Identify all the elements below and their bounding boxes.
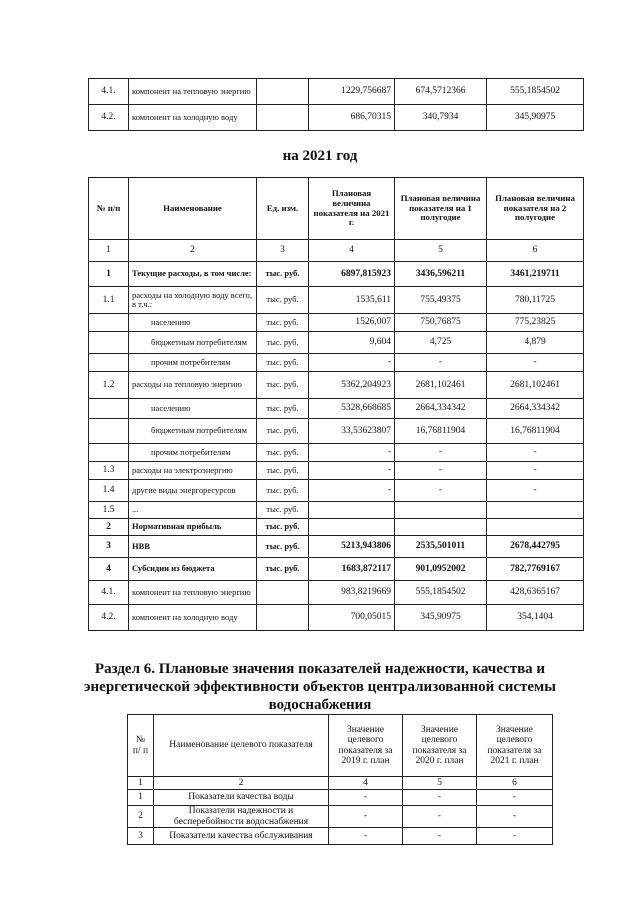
row-value-h2: 2664,334342 — [487, 399, 584, 419]
row-name: компонент на холодную воду — [129, 605, 257, 631]
row-num: 4.1. — [89, 79, 129, 105]
row-name: компонент на тепловую энергию — [129, 581, 257, 605]
row-num: 4.2. — [89, 105, 129, 131]
row-num: 1.4 — [89, 480, 129, 502]
row-unit: тыс. руб. — [257, 314, 309, 332]
row-value-1: 1229,756687 — [309, 79, 395, 105]
table-row — [89, 605, 584, 631]
row-num — [89, 399, 129, 419]
row-value-h1: 345,90975 — [395, 605, 487, 631]
table-row — [89, 536, 584, 558]
row-num: 1.3 — [89, 462, 129, 480]
s6-header-2021: Значение целевого показателя за 2021 г. план — [477, 715, 553, 777]
row-value-year: 1526,007 — [309, 314, 395, 332]
row-value-2: 674,5712366 — [395, 79, 487, 105]
row-value-year: - — [309, 354, 395, 372]
row-value-2020: - — [403, 806, 477, 828]
header-name: Наименование — [129, 178, 257, 240]
row-value-h2: 354,1404 — [487, 605, 584, 631]
table-row — [128, 806, 553, 828]
index-cell: 6 — [487, 240, 584, 262]
row-value-h1: - — [395, 444, 487, 462]
row-num: 4 — [89, 558, 129, 581]
table-row — [89, 79, 584, 105]
row-num: 1.5 — [89, 502, 129, 519]
row-name: Нормативная прибыль — [129, 519, 257, 536]
row-value-h1: 2535,501011 — [395, 536, 487, 558]
row-num: 1.1 — [89, 287, 129, 314]
row-name: компонент на холодную воду — [129, 105, 257, 131]
row-value-2019: - — [329, 790, 403, 806]
index-cell: 2 — [129, 240, 257, 262]
row-num: 3 — [128, 828, 154, 845]
row-name: Субсидии из бюджета — [129, 558, 257, 581]
row-value-h2: 2681,102461 — [487, 372, 584, 399]
row-value-year: 5362,204923 — [309, 372, 395, 399]
row-unit: тыс. руб. — [257, 558, 309, 581]
row-num: 1 — [128, 790, 154, 806]
table-row — [89, 519, 584, 536]
table-row — [89, 502, 584, 519]
row-value-h1: 2664,334342 — [395, 399, 487, 419]
table-row — [89, 332, 584, 354]
row-value-2019: - — [329, 828, 403, 845]
row-name: Показатели качества обслуживания — [154, 828, 329, 845]
index-cell: 1 — [89, 240, 129, 262]
index-cell: 1 — [128, 777, 154, 790]
row-value-2021: - — [477, 806, 553, 828]
row-value-h2: 428,6365167 — [487, 581, 584, 605]
row-value-year: 1535,611 — [309, 287, 395, 314]
row-num: 3 — [89, 536, 129, 558]
row-value-2021: - — [477, 790, 553, 806]
row-unit: тыс. руб. — [257, 536, 309, 558]
index-cell: 2 — [154, 777, 329, 790]
row-value-year: 1683,872117 — [309, 558, 395, 581]
s6-header-2020: Значение целевого показателя за 2020 г. план — [403, 715, 477, 777]
row-value-3: 555,1854502 — [487, 79, 584, 105]
row-value-2019: - — [329, 806, 403, 828]
row-value-year — [309, 502, 395, 519]
section-6-table — [127, 714, 553, 845]
row-num: 2 — [89, 519, 129, 536]
row-value-h2: - — [487, 354, 584, 372]
table-row — [89, 399, 584, 419]
row-unit: тыс. руб. — [257, 480, 309, 502]
row-value-year: - — [309, 462, 395, 480]
row-value-h1 — [395, 502, 487, 519]
index-cell: 4 — [329, 777, 403, 790]
row-num — [89, 314, 129, 332]
row-num — [89, 332, 129, 354]
row-value-h2: 16,76811904 — [487, 419, 584, 444]
row-name: населению — [129, 314, 257, 332]
table-row — [89, 372, 584, 399]
row-value-h1: - — [395, 462, 487, 480]
table-row — [128, 828, 553, 845]
section-6-title: Раздел 6. Плановые значения показателей надежности, качества и энергетической эффективности объектов централизованной системы водоснабжения — [84, 661, 556, 713]
table-row — [89, 354, 584, 372]
table-row — [89, 314, 584, 332]
row-num: 2 — [128, 806, 154, 828]
row-name: ... — [129, 502, 257, 519]
row-value-year: 5328,668685 — [309, 399, 395, 419]
row-value-h2: - — [487, 462, 584, 480]
row-value-year: - — [309, 480, 395, 502]
table-row — [89, 419, 584, 444]
row-unit: тыс. руб. — [257, 502, 309, 519]
header-unit: Ед. изм. — [257, 178, 309, 240]
row-unit — [257, 605, 309, 631]
row-value-h1: 3436,596211 — [395, 262, 487, 287]
row-unit — [257, 105, 309, 131]
row-num — [89, 354, 129, 372]
row-num: 1 — [89, 262, 129, 287]
row-value-h2: 2678,442795 — [487, 536, 584, 558]
header-plan-h2: Плановая величина показателя на 2 полугодие — [487, 178, 584, 240]
row-value-h1: - — [395, 480, 487, 502]
row-unit: тыс. руб. — [257, 399, 309, 419]
table-row — [89, 558, 584, 581]
header-num: № п/п — [89, 178, 129, 240]
header-plan-year: Плановая величина показателя на 2021 г. — [309, 178, 395, 240]
row-value-h2: 3461,219711 — [487, 262, 584, 287]
row-name: НВВ — [129, 536, 257, 558]
plan-2021-table — [88, 177, 584, 631]
row-value-h2: - — [487, 480, 584, 502]
row-value-2020: - — [403, 790, 477, 806]
row-num: 4.2. — [89, 605, 129, 631]
index-cell: 6 — [477, 777, 553, 790]
row-value-year: - — [309, 444, 395, 462]
row-value-h1: 2681,102461 — [395, 372, 487, 399]
row-value-h2: 780,11725 — [487, 287, 584, 314]
table-row — [89, 287, 584, 314]
row-value-h2: 782,7769167 — [487, 558, 584, 581]
index-cell: 5 — [395, 240, 487, 262]
row-name: компонент на тепловую энергию — [129, 79, 257, 105]
row-unit: тыс. руб. — [257, 462, 309, 480]
row-unit: тыс. руб. — [257, 332, 309, 354]
row-value-year — [309, 519, 395, 536]
row-value-year: 9,604 — [309, 332, 395, 354]
row-value-year: 6897,815923 — [309, 262, 395, 287]
row-value-h1: 4,725 — [395, 332, 487, 354]
row-value-2: 340,7934 — [395, 105, 487, 131]
table-row — [89, 581, 584, 605]
row-unit: тыс. руб. — [257, 287, 309, 314]
index-cell: 5 — [403, 777, 477, 790]
row-unit: тыс. руб. — [257, 444, 309, 462]
top-continuation-table — [88, 78, 584, 131]
year-title: на 2021 год — [282, 148, 358, 164]
row-num: 1.2 — [89, 372, 129, 399]
row-unit: тыс. руб. — [257, 354, 309, 372]
row-value-h1: 16,76811904 — [395, 419, 487, 444]
row-num — [89, 444, 129, 462]
row-value-h1: 750,76875 — [395, 314, 487, 332]
row-name: населению — [129, 399, 257, 419]
row-value-h1: 755,49375 — [395, 287, 487, 314]
table-row — [128, 790, 553, 806]
index-cell: 4 — [309, 240, 395, 262]
row-name: Показатели качества воды — [154, 790, 329, 806]
row-name: Текущие расходы, в том числе: — [129, 262, 257, 287]
s6-header-name: Наименование целевого показателя — [154, 715, 329, 777]
row-num: 4.1. — [89, 581, 129, 605]
row-value-2021: - — [477, 828, 553, 845]
index-cell: 3 — [257, 240, 309, 262]
row-name: прочим потребителям — [129, 354, 257, 372]
row-num — [89, 419, 129, 444]
table-row — [89, 105, 584, 131]
table-row — [89, 444, 584, 462]
row-unit: тыс. руб. — [257, 372, 309, 399]
row-name: расходы на электроэнергию — [129, 462, 257, 480]
row-value-h2 — [487, 502, 584, 519]
row-value-h1: 901,0952002 — [395, 558, 487, 581]
row-value-h1: 555,1854502 — [395, 581, 487, 605]
row-name: Показатели надежности и бесперебойности водоснабжения — [154, 806, 329, 828]
table-row — [89, 462, 584, 480]
row-value-year: 5213,943806 — [309, 536, 395, 558]
row-value-h2: 775,23825 — [487, 314, 584, 332]
row-value-2020: - — [403, 828, 477, 845]
row-value-h2 — [487, 519, 584, 536]
row-unit: тыс. руб. — [257, 419, 309, 444]
table-row — [89, 480, 584, 502]
row-value-h2: - — [487, 444, 584, 462]
header-plan-h1: Плановая величина показателя на 1 полугодие — [395, 178, 487, 240]
row-name: бюджетным потребителям — [129, 332, 257, 354]
s6-header-num: № п/ п — [128, 715, 154, 777]
row-value-year: 33,53623807 — [309, 419, 395, 444]
row-value-year: 700,05015 — [309, 605, 395, 631]
table-row — [89, 262, 584, 287]
row-name: расходы на холодную воду всего, в т.ч.: — [129, 287, 257, 314]
row-value-h2: 4,879 — [487, 332, 584, 354]
row-value-1: 686,70315 — [309, 105, 395, 131]
row-name: другие виды энергоресурсов — [129, 480, 257, 502]
row-value-h1: - — [395, 354, 487, 372]
row-unit: тыс. руб. — [257, 262, 309, 287]
row-value-year: 983,8219669 — [309, 581, 395, 605]
row-value-h1 — [395, 519, 487, 536]
row-value-3: 345,90975 — [487, 105, 584, 131]
row-name: прочим потребителям — [129, 444, 257, 462]
s6-header-2019: Значение целевого показателя за 2019 г. план — [329, 715, 403, 777]
row-unit — [257, 581, 309, 605]
row-name: расходы на тепловую энергию — [129, 372, 257, 399]
row-unit: тыс. руб. — [257, 519, 309, 536]
row-unit — [257, 79, 309, 105]
row-name: бюджетным потребителям — [129, 419, 257, 444]
